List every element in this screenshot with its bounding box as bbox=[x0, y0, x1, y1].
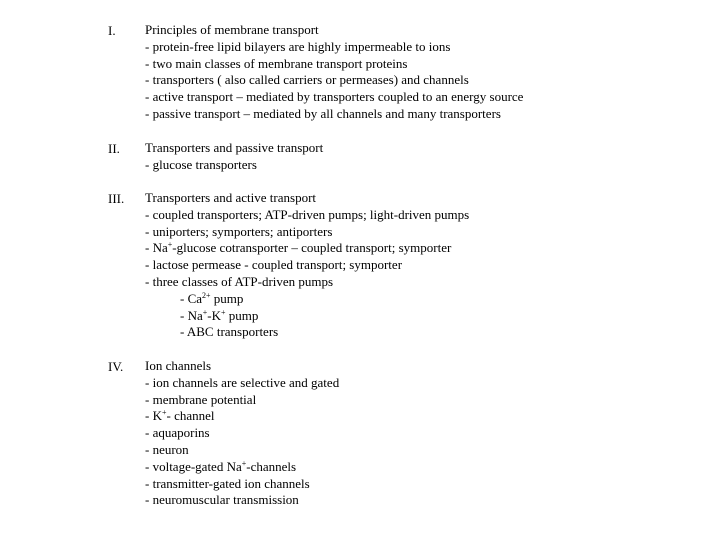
sub-item-abc: - ABC transporters bbox=[180, 324, 279, 340]
na-prefix: - Na bbox=[145, 240, 168, 256]
section-content bbox=[145, 358, 715, 509]
list-item: - uniporters; symporters; antiporters bbox=[145, 223, 333, 239]
list-item: - neuromuscular transmission bbox=[145, 492, 299, 508]
section-content bbox=[145, 140, 715, 174]
list-item: - two main classes of membrane transport proteins bbox=[145, 55, 408, 71]
section-title: Transporters and active transport bbox=[145, 190, 317, 205]
list-item-text: -glucose cotransporter – coupled transport; symporter bbox=[172, 240, 452, 256]
list-item: - protein-free lipid bilayers are highly impermeable to ions bbox=[145, 38, 451, 54]
section-numeral: III. bbox=[108, 191, 125, 206]
charge-superscript: + bbox=[220, 307, 226, 317]
list-item-na-glucose bbox=[145, 240, 715, 257]
list-item: - neuron bbox=[145, 441, 189, 457]
list-item: - transmitter-gated ion channels bbox=[145, 475, 310, 491]
list-item: - three classes of ATP-driven pumps bbox=[145, 273, 334, 289]
list-item: - membrane potential bbox=[145, 391, 257, 407]
section-content bbox=[145, 190, 715, 341]
k-prefix: - K bbox=[145, 408, 162, 424]
plus-superscript: + bbox=[167, 240, 173, 250]
charge-superscript: + bbox=[202, 307, 208, 317]
charge-superscript: 2+ bbox=[202, 290, 211, 300]
sub-item-prefix: - Ca bbox=[180, 290, 203, 306]
na-suffix: -channels bbox=[246, 458, 297, 474]
na-prefix: - voltage-gated Na bbox=[145, 458, 242, 474]
section-numeral: IV. bbox=[108, 359, 124, 374]
section-numeral: I. bbox=[108, 23, 116, 38]
list-item: - aquaporins bbox=[145, 425, 210, 441]
list-item: - transporters ( also called carriers or permeases) and channels bbox=[145, 72, 469, 88]
list-item: - active transport – mediated by transporters coupled to an energy source bbox=[145, 89, 524, 105]
list-item: - ion channels are selective and gated bbox=[145, 374, 340, 390]
list-item-na-channels bbox=[145, 459, 715, 476]
k-suffix: - channel bbox=[166, 408, 215, 424]
sub-item-middle: -K bbox=[207, 307, 221, 323]
list-item: - passive transport – mediated by all channels and many transporters bbox=[145, 105, 501, 121]
sub-item-ca-pump bbox=[145, 291, 715, 308]
plus-superscript: + bbox=[161, 408, 167, 418]
plus-superscript: + bbox=[241, 458, 247, 468]
section-title: Principles of membrane transport bbox=[145, 22, 319, 37]
list-item: - glucose transporters bbox=[145, 156, 257, 172]
section-title: Transporters and passive transport bbox=[145, 140, 324, 155]
sub-item-suffix: pump bbox=[225, 307, 259, 323]
list-item-k-channel bbox=[145, 408, 715, 425]
sub-item-suffix: pump bbox=[210, 290, 244, 306]
section-title: Ion channels bbox=[145, 358, 212, 373]
list-item: - coupled transporters; ATP-driven pumps; light-driven pumps bbox=[145, 206, 470, 222]
sub-item-prefix: - Na bbox=[180, 307, 203, 323]
list-item: - lactose permease - coupled transport; symporter bbox=[145, 257, 403, 273]
section-content bbox=[145, 22, 715, 123]
section-numeral: II. bbox=[108, 141, 120, 156]
sub-item-na-k-pump bbox=[145, 308, 715, 325]
